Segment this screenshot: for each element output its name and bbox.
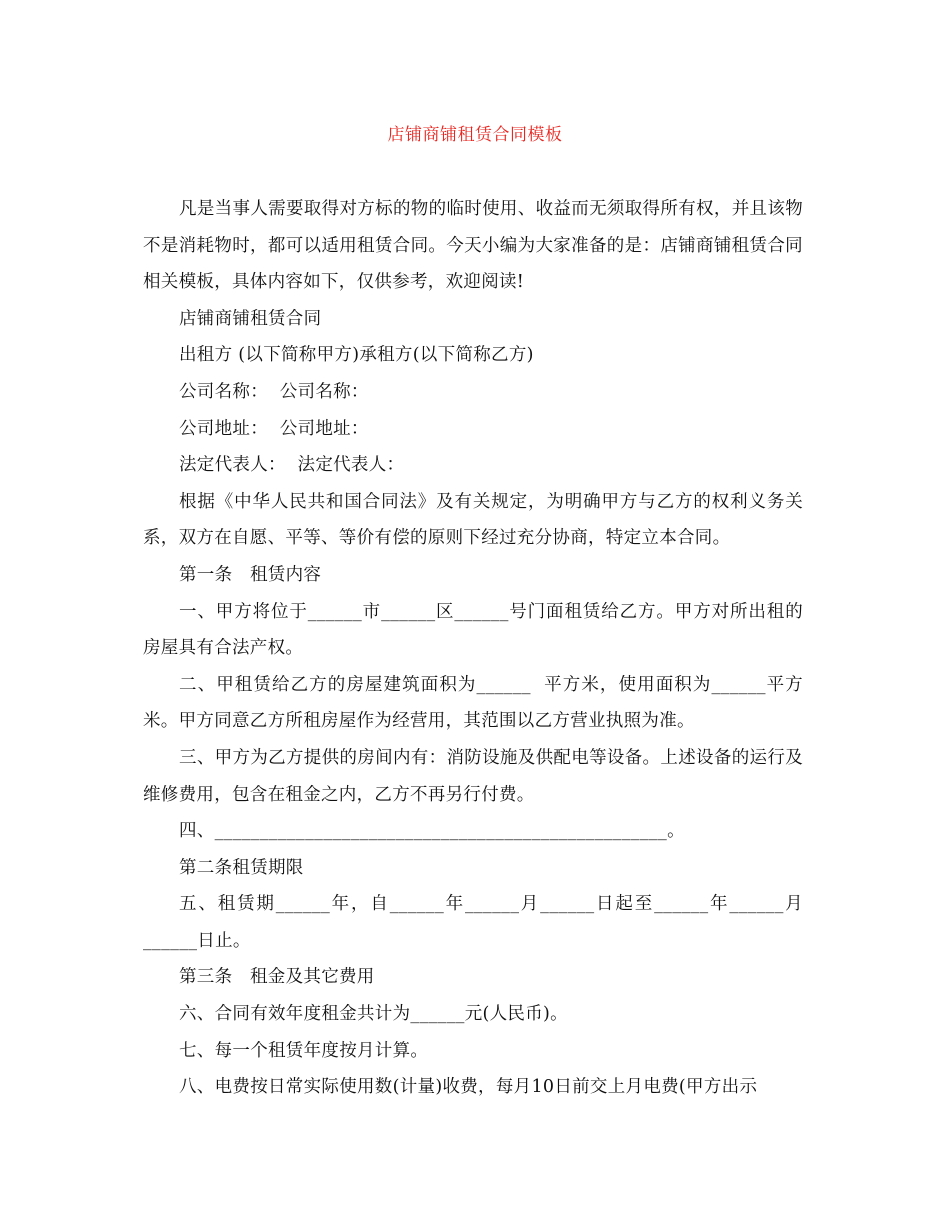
clause-7: 七、每一个租赁年度按月计算。: [179, 1040, 429, 1061]
basis-paragraph: 根据《中华人民共和国合同法》及有关规定，为明确甲方与乙方的权利义务关系，双方在自愿、平等、等价有偿的原则下经过充分协商，特定立本合同。: [143, 491, 803, 549]
company-name-line: 公司名称： 公司名称：: [179, 381, 369, 402]
document-body: [143, 191, 803, 1106]
article-1-heading: 第一条 租赁内容: [179, 564, 322, 585]
contract-heading: 店铺商铺租赁合同: [179, 308, 322, 329]
article-2-heading: 第二条租赁期限: [179, 857, 304, 878]
clause-3: 三、甲方为乙方提供的房间内有：消防设施及供配电等设备。上述设备的运行及维修费用，包含在租金之内，乙方不再另行付费。: [143, 747, 803, 805]
article-3-heading: 第三条 租金及其它费用: [179, 967, 375, 988]
legal-representative-line: 法定代表人： 法定代表人：: [179, 455, 405, 476]
clause-2: 二、甲租赁给乙方的房屋建筑面积为______ 平方米，使用面积为______平方米。甲方同意乙方所租房屋作为经营用，其范围以乙方营业执照为准。: [143, 674, 803, 732]
parties-line: 出租方 (以下简称甲方)承租方(以下简称乙方): [179, 345, 534, 366]
document-title: 店铺商铺租赁合同模板: [387, 125, 563, 145]
clause-4: 四、__________________________________________________。: [179, 821, 685, 842]
intro-paragraph: 凡是当事人需要取得对方标的物的临时使用、收益而无须取得所有权，并且该物不是消耗物时，都可以适用租赁合同。今天小编为大家准备的是：店铺商铺租赁合同相关模板，具体内容如下，仅供参考，欢迎阅读!: [143, 199, 803, 293]
clause-8: 八、电费按日常实际使用数(计量)收费，每月10日前交上月电费(甲方出示: [179, 1077, 758, 1098]
company-address-line: 公司地址： 公司地址：: [179, 418, 369, 439]
clause-6: 六、合同有效年度租金共计为______元(人民币)。: [179, 1004, 568, 1025]
clause-1: 一、甲方将位于______市______区______号门面租赁给乙方。甲方对所出租的房屋具有合法产权。: [143, 601, 803, 659]
clause-5: 五、租赁期______年，自______年______月______日起至______年______月______日止。: [143, 894, 803, 951]
